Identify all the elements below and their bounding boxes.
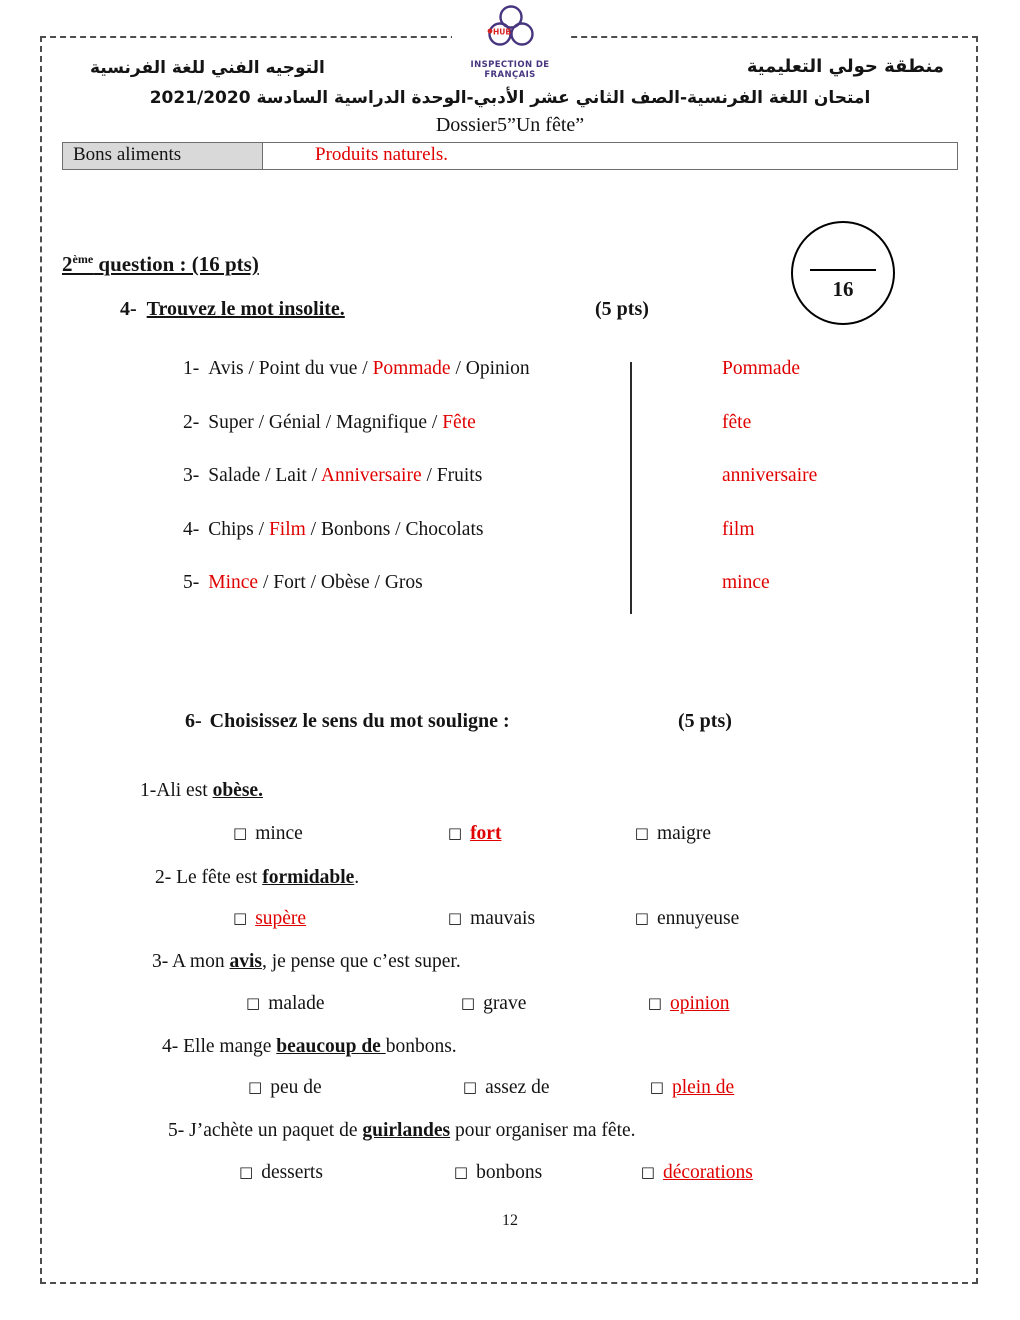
answer-option[interactable] (454, 1162, 636, 1184)
dossier-title: Dossier5”Un fête” (435, 114, 585, 136)
sentence-text: 4- Elle mange (162, 1036, 277, 1057)
logo-caption: INSPECTION DE FRANÇAIS (470, 60, 550, 80)
sentence-text: pour organiser ma fête. (450, 1120, 636, 1141)
answer-option[interactable] (233, 908, 443, 930)
page-number: 12 (502, 1212, 518, 1229)
exam-title-line: امتحان اللغة الفرنسية-الصف الثاني عشر الأدبي-الوحدة الدراسية السادسة 2021/2020 (149, 88, 871, 108)
option-label: plein de (671, 1077, 735, 1098)
options-row-1 (233, 823, 711, 845)
checkbox-icon: □ (233, 909, 248, 927)
answer-option[interactable] (650, 1077, 734, 1099)
option-label: opinion (669, 993, 730, 1014)
option-label: malade (268, 993, 325, 1014)
option-label: fort (470, 823, 502, 844)
underlined-word: formidable (262, 867, 355, 888)
item-words: Avis / Point du vue / (208, 358, 373, 379)
checkbox-icon: □ (447, 824, 463, 842)
header-direction-name: التوجيه الفني للغة الفرنسية (90, 58, 325, 78)
sentence-text: 2- Le fête est (155, 867, 263, 888)
odd-word: Mince (208, 572, 259, 593)
checkbox-icon: □ (453, 1163, 469, 1181)
inspection-logo (452, 4, 568, 82)
item-words: Salade / Lait / (208, 465, 321, 486)
sentence-4 (162, 1036, 457, 1058)
sentence-3 (152, 951, 461, 973)
item-words: / Opinion (450, 358, 530, 379)
options-row-4 (248, 1077, 734, 1099)
item-words: / Fruits (421, 465, 483, 486)
part4-heading (120, 298, 840, 321)
checkbox-icon: □ (233, 824, 248, 842)
item-words: Super / Génial / Magnifique / (208, 412, 443, 433)
option-label: mince (255, 823, 303, 844)
checkbox-icon: □ (634, 909, 649, 927)
option-label: supère (255, 908, 307, 929)
answer-option[interactable] (635, 823, 711, 845)
item-answer-1: Pommade (722, 358, 800, 379)
hub-logo-text: HUB (493, 27, 512, 37)
insolite-item-2 (183, 412, 476, 434)
option-label: mauvais (470, 908, 536, 929)
checkbox-icon: □ (640, 1163, 655, 1181)
topic-table (62, 142, 958, 170)
option-label: ennuyeuse (656, 908, 740, 929)
item-number: 4- (183, 519, 200, 540)
insolite-item-4 (183, 519, 483, 541)
part4-points: (5 pts) (595, 298, 649, 320)
sentence-text: 1-Ali est (140, 780, 213, 801)
answer-option[interactable] (635, 908, 740, 930)
answer-option[interactable] (239, 1162, 449, 1184)
answer-option[interactable] (248, 1077, 458, 1099)
insolite-item-1 (183, 358, 530, 380)
item-answer-2: fête (722, 412, 752, 433)
insolite-item-3 (183, 465, 482, 487)
odd-word: Fête (442, 412, 476, 433)
part4-number: 4- (120, 298, 137, 320)
topic-right-text: Produits naturels. (315, 144, 448, 165)
item-answer-3: anniversaire (722, 465, 818, 486)
answer-option[interactable] (461, 993, 643, 1015)
answer-option[interactable] (246, 993, 456, 1015)
answer-option[interactable] (448, 823, 630, 845)
sentence-1 (140, 780, 263, 802)
odd-word: Anniversaire (320, 465, 422, 486)
underlined-word: avis (229, 951, 262, 972)
item-words: Chips / (208, 519, 269, 540)
odd-word: Film (268, 519, 306, 540)
sentence-text: 5- J’achète un paquet de (168, 1120, 363, 1141)
checkbox-icon: □ (647, 994, 662, 1012)
item-words: / Bonbons / Chocolats (305, 519, 484, 540)
option-label: décorations (662, 1162, 753, 1183)
insolite-item-5 (183, 572, 423, 594)
item-words: / Fort / Obèse / Gros (258, 572, 423, 593)
sentence-text: . (354, 867, 360, 888)
question2-superscript: ème (72, 252, 94, 266)
checkbox-icon: □ (460, 994, 476, 1012)
item-number: 3- (183, 465, 200, 486)
item-answer-5: mince (722, 572, 770, 593)
answer-option[interactable] (648, 993, 730, 1015)
header-area-name: منطقة حولي التعليمية (746, 56, 944, 77)
part6-title: Choisissez le sens du mot souligne : (209, 710, 510, 732)
question2-heading (62, 252, 259, 277)
answer-option[interactable] (641, 1162, 753, 1184)
option-label: peu de (270, 1077, 322, 1098)
underlined-word: guirlandes (362, 1120, 451, 1141)
question2-num: 2 (62, 252, 73, 276)
answer-option[interactable] (463, 1077, 645, 1099)
answers-divider-line (630, 362, 632, 614)
score-fraction-line (810, 269, 876, 271)
sentence-text: , je pense que c’est super. (261, 951, 461, 972)
item-number: 1- (183, 358, 200, 379)
option-label: desserts (261, 1162, 323, 1183)
option-label: assez de (485, 1077, 550, 1098)
answer-option[interactable] (233, 823, 443, 845)
underlined-word: beaucoup de (276, 1036, 386, 1057)
topic-right-cell (263, 143, 957, 169)
underlined-word: obèse. (212, 780, 263, 801)
topic-left-cell: Bons aliments (63, 143, 263, 169)
options-row-3 (246, 993, 730, 1015)
checkbox-icon: □ (462, 1078, 478, 1096)
option-label: bonbons (476, 1162, 543, 1183)
answer-option[interactable] (448, 908, 630, 930)
checkbox-icon: □ (246, 994, 261, 1012)
score-total: 16 (832, 277, 854, 301)
part6-points: (5 pts) (678, 710, 732, 732)
option-label: grave (483, 993, 527, 1014)
part6-heading (185, 710, 805, 733)
question2-rest: question : (16 pts) (93, 252, 259, 276)
options-row-2 (233, 908, 739, 930)
part4-title: Trouvez le mot insolite. (146, 298, 345, 320)
item-number: 2- (183, 412, 200, 433)
sentence-text: bonbons. (385, 1036, 457, 1057)
checkbox-icon: □ (447, 909, 463, 927)
question2-heading-text (62, 252, 259, 276)
sentence-text: 3- A mon (152, 951, 230, 972)
checkbox-icon: □ (649, 1078, 664, 1096)
item-answer-4: film (722, 519, 755, 540)
hub-circles-icon (481, 4, 539, 54)
options-row-5 (239, 1162, 753, 1184)
checkbox-icon: □ (248, 1078, 263, 1096)
option-label: maigre (656, 823, 712, 844)
checkbox-icon: □ (634, 824, 649, 842)
checkbox-icon: □ (239, 1163, 254, 1181)
sentence-5 (168, 1120, 636, 1142)
item-number: 5- (183, 572, 200, 593)
sentence-2 (155, 867, 359, 889)
part6-number: 6- (185, 710, 202, 732)
odd-word: Pommade (372, 358, 451, 379)
